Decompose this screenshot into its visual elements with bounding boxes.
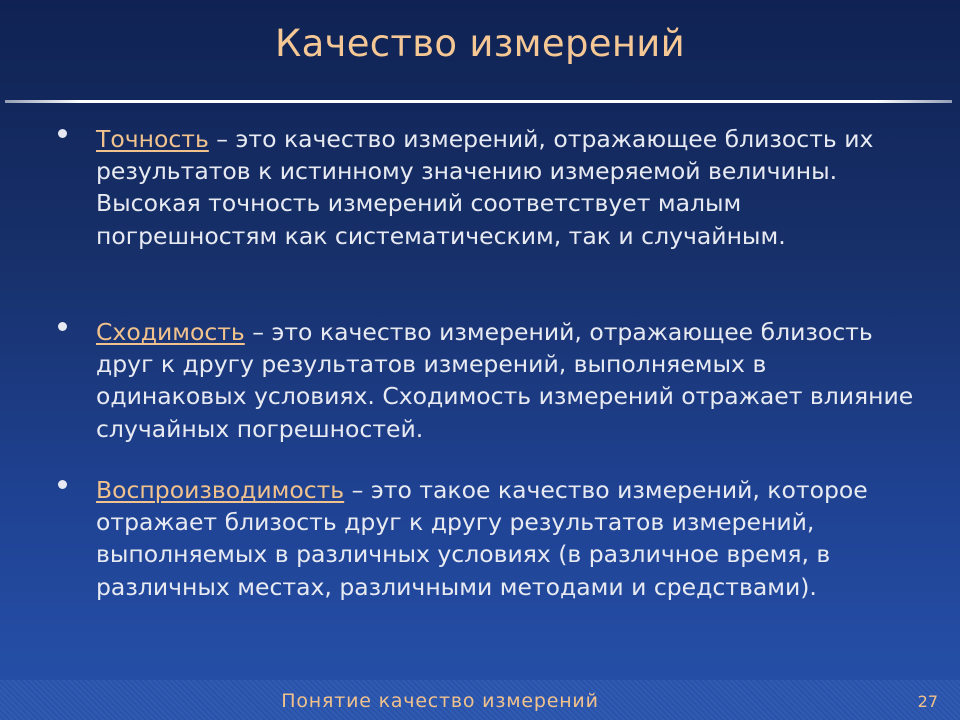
title-divider (5, 100, 952, 103)
page-number: 27 (917, 692, 938, 711)
bullet-text (96, 123, 916, 252)
bullet-dot-icon (58, 322, 67, 331)
slide-title: Качество измерений (275, 22, 685, 65)
bullet-text (96, 474, 916, 603)
bullet-dot-icon (58, 480, 67, 489)
term-convergence: Сходимость (96, 318, 245, 346)
definition-accuracy: – это качество измерений, отражающее близость их результатов к истинному значению измеряемой величины. Высокая точность измерений соответствует малым погрешностям как систематическим, так и случайным. (96, 125, 874, 250)
footer-title: Понятие качество измерений (281, 690, 599, 712)
definition-reproducibility: – это такое качество измерений, которое отражает близость друг к другу результатов измерений, выполняемых в различных условиях (в различное время, в различных местах, различными методами и средствами). (96, 476, 868, 601)
bullet-text (96, 316, 916, 445)
definition-convergence: – это качество измерений, отражающее близость друг к другу результатов измерений, выполняемых в одинаковых условиях. Сходимость измерений отражает влияние случайных погрешностей. (96, 318, 914, 443)
footer-bar (0, 680, 960, 720)
bullet-dot-icon (58, 129, 67, 138)
term-reproducibility: Воспроизводимость (96, 476, 345, 504)
term-accuracy: Точность (96, 125, 209, 153)
